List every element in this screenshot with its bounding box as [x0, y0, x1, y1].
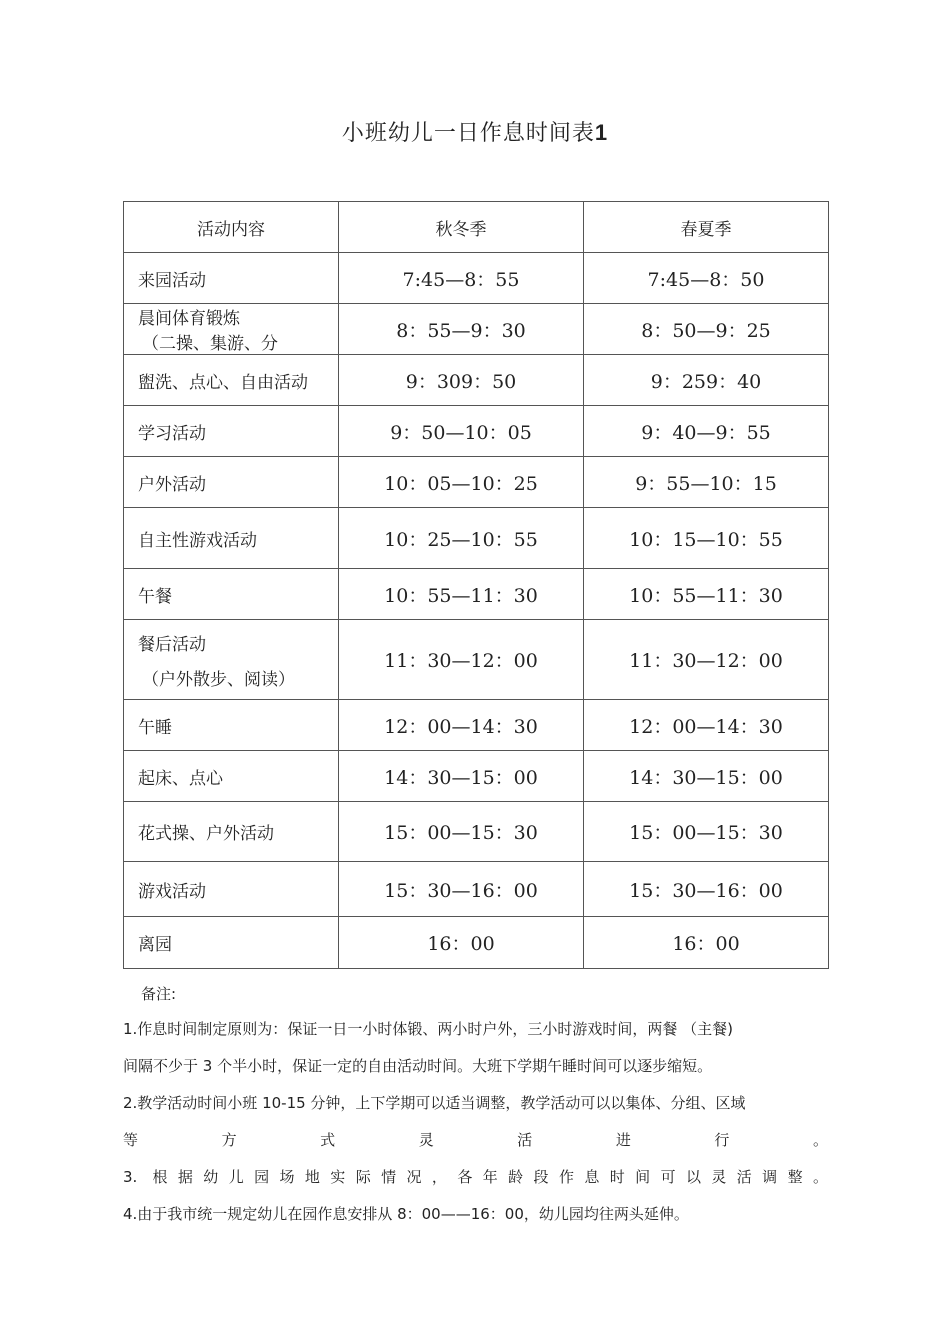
activity-name: 来园活动 [138, 270, 206, 291]
table-row [124, 802, 829, 862]
activity-cell [124, 862, 339, 917]
table-row [124, 406, 829, 457]
autumn-winter-time: 10：05—10：25 [339, 457, 584, 508]
activity-cell [124, 355, 339, 406]
notes-section [123, 983, 828, 1233]
table-row [124, 253, 829, 304]
note-line: 等方式灵活进行。 [123, 1131, 828, 1149]
spring-summer-time: 7:45—8：50 [584, 253, 829, 304]
activity-name: 户外活动 [138, 474, 206, 495]
spring-summer-time: 15：00—15：30 [584, 802, 829, 862]
activity-name: 餐后活动 [138, 634, 206, 655]
activity-name: 游戏活动 [138, 881, 206, 902]
note-line: 1.作息时间制定原则为：保证一日一小时体锻、两小时户外，三小时游戏时间，两餐 （主餐) [123, 1020, 733, 1038]
autumn-winter-time: 9：309：50 [339, 355, 584, 406]
spring-summer-time: 10：15—10：55 [584, 508, 829, 569]
table-row [124, 304, 829, 355]
activity-detail: （户外散步、阅读） [142, 669, 295, 690]
activity-cell [124, 751, 339, 802]
activity-cell [124, 917, 339, 969]
page-title [0, 116, 950, 147]
title-number: 1 [594, 120, 609, 145]
table-row [124, 862, 829, 917]
activity-cell [124, 802, 339, 862]
activity-cell [124, 457, 339, 508]
spring-summer-time: 9：55—10：15 [584, 457, 829, 508]
spring-summer-time: 12：00—14：30 [584, 700, 829, 751]
activity-cell [124, 700, 339, 751]
table-row [124, 917, 829, 969]
spring-summer-time: 9：259：40 [584, 355, 829, 406]
spring-summer-time: 11：30—12：00 [584, 620, 829, 700]
activity-cell [124, 508, 339, 569]
activity-cell [124, 304, 339, 355]
autumn-winter-time: 15：00—15：30 [339, 802, 584, 862]
title-text: 小班幼儿一日作息时间表 [341, 121, 595, 146]
activity-name: 花式操、户外活动 [138, 824, 274, 844]
autumn-winter-time: 14：30—15：00 [339, 751, 584, 802]
table-header-row [124, 202, 829, 253]
autumn-winter-time: 9：50—10：05 [339, 406, 584, 457]
autumn-winter-time: 15：30—16：00 [339, 862, 584, 917]
autumn-winter-time: 16：00 [339, 917, 584, 969]
spring-summer-time: 8：50—9：25 [584, 304, 829, 355]
table-row [124, 700, 829, 751]
table-row [124, 508, 829, 569]
activity-cell [124, 406, 339, 457]
autumn-winter-time: 10：55—11：30 [339, 569, 584, 620]
activity-name: 学习活动 [138, 423, 206, 444]
schedule-table [123, 201, 829, 969]
note-line: 间隔不少于 3 个半小时，保证一定的自由活动时间。大班下学期午睡时间可以逐步缩短。 [123, 1057, 713, 1075]
activity-name: 离园 [138, 935, 172, 955]
activity-cell [124, 253, 339, 304]
header-autumn-winter: 秋冬季 [339, 202, 584, 253]
autumn-winter-time: 7:45—8：55 [339, 253, 584, 304]
activity-name: 午睡 [138, 717, 172, 738]
activity-cell [124, 569, 339, 620]
note-line: 3. 根据幼儿园场地实际情况，各年龄段作息时间可以灵活调整。 [123, 1168, 828, 1186]
autumn-winter-time: 8：55—9：30 [339, 304, 584, 355]
activity-name: 自主性游戏活动 [138, 530, 257, 551]
autumn-winter-time: 12：00—14：30 [339, 700, 584, 751]
autumn-winter-time: 10：25—10：55 [339, 508, 584, 569]
spring-summer-time: 14：30—15：00 [584, 751, 829, 802]
note-line: 4.由于我市统一规定幼儿在园作息安排从 8：00——16：00，幼儿园均往两头延伸。 [123, 1205, 689, 1223]
activity-cell [124, 620, 339, 700]
activity-name: 午餐 [138, 586, 172, 607]
table-row [124, 751, 829, 802]
spring-summer-time: 15：30—16：00 [584, 862, 829, 917]
spring-summer-time: 9：40—9：55 [584, 406, 829, 457]
activity-name: 盥洗、点心、自由活动 [138, 372, 308, 393]
table-row [124, 569, 829, 620]
table-row [124, 355, 829, 406]
notes-label: 备注: [141, 985, 177, 1003]
table-row [124, 620, 829, 700]
activity-name: 起床、点心 [138, 768, 223, 789]
table-row [124, 457, 829, 508]
activity-name: 晨间体育锻炼 [138, 309, 240, 329]
spring-summer-time: 10：55—11：30 [584, 569, 829, 620]
spring-summer-time: 16：00 [584, 917, 829, 969]
header-spring-summer: 春夏季 [584, 202, 829, 253]
note-line: 2.教学活动时间小班 10-15 分钟，上下学期可以适当调整，教学活动可以以集体、分组、区域 [123, 1094, 746, 1112]
activity-detail: （二操、集游、分 [142, 334, 278, 354]
header-activity: 活动内容 [124, 202, 339, 253]
autumn-winter-time: 11：30—12：00 [339, 620, 584, 700]
